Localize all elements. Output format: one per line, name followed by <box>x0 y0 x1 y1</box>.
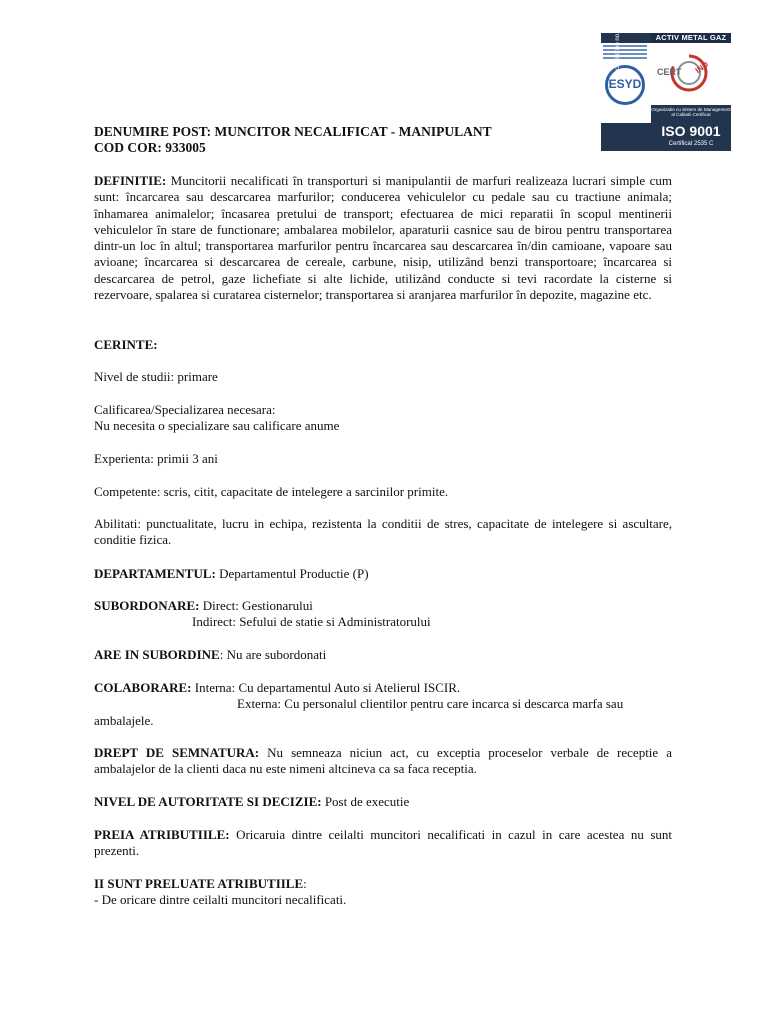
are-in-subordine-section <box>94 647 672 663</box>
nivel-autoritate-label: NIVEL DE AUTORITATE SI DECIZIE: <box>94 794 322 809</box>
cerinte-label: CERINTE: <box>94 337 158 352</box>
preia-atributiile-section <box>94 827 672 860</box>
document-title <box>94 124 492 156</box>
nivel-autoritate-text: Post de executie <box>321 794 410 809</box>
cod-cor: COD COR: 933005 <box>94 140 206 155</box>
preia-atributiile-text: Oricaruia dintre ceilalti muncitori necalificati in cazul in care acestea nu sunt prezenti. <box>94 827 672 859</box>
ind-label: IND <box>693 59 711 76</box>
definitie-section <box>94 173 672 303</box>
preia-atributiile-label: PREIA ATRIBUTIILE: <box>94 827 230 842</box>
certind-logo <box>651 43 731 105</box>
are-in-subordine-text: : Nu are subordonati <box>219 647 327 662</box>
certificate-number: Certificat 2535 C <box>668 141 714 147</box>
logo-organization-text: Organizatie cu Sistem de Management al Calitatii Certificat <box>651 107 731 118</box>
preluate-text: - De oricare dintre ceilalti muncitori necalificati. <box>94 892 347 908</box>
esyd-logo <box>601 43 651 123</box>
preluate-section <box>94 876 672 909</box>
calificare-section <box>94 402 672 435</box>
preluate-label: II SUNT PRELUATE ATRIBUTIILE <box>94 876 304 891</box>
colaborare-label: COLABORARE: <box>94 680 192 695</box>
drept-semnatura-text: Nu semneaza niciun act, cu exceptia proceselor verbale de receptie a ambalajelor de la clienti daca nu este nimeni altcineva ca sa faca receptia. <box>94 745 673 777</box>
cert-label: CERT <box>657 67 682 77</box>
colaborare-section <box>94 680 672 729</box>
competente: Competente: scris, citit, capacitate de intelegere a sarcinilor primite. <box>94 484 449 499</box>
are-in-subordine-label: ARE IN SUBORDINE <box>94 647 220 662</box>
preluate-colon: : <box>303 876 307 891</box>
subordonare-section <box>94 598 672 631</box>
calificare-label: Calificarea/Specializarea necesara: <box>94 402 276 417</box>
definitie-label: DEFINITIE: <box>94 173 167 188</box>
departament-label: DEPARTAMENTUL: <box>94 566 216 581</box>
experienta: Experienta: primii 3 ani <box>94 451 218 466</box>
nivel-autoritate-section <box>94 794 672 810</box>
drept-semnatura-section <box>94 745 672 778</box>
iso-9001-label: ISO 9001 <box>661 123 721 139</box>
abilitati: Abilitati: punctualitate, lucru in echipa, rezistenta la conditii de stres, capacitate de intelegere si ascultare, conditie fizica. <box>94 516 672 548</box>
accreditation-text: Accreditation no.294-3 <box>615 16 621 77</box>
esyd-stripes-icon <box>603 45 647 59</box>
colaborare-interna: Interna: Cu departamentul Auto si Atelierul ISCIR. <box>191 680 461 695</box>
subordonare-label: SUBORDONARE: <box>94 598 200 613</box>
subordonare-direct: Direct: Gestionarului <box>199 598 313 613</box>
logo-header: ACTIV METAL GAZ <box>651 33 731 43</box>
drept-semnatura-label: DREPT DE SEMNATURA: <box>94 745 260 760</box>
departament-section <box>94 566 672 582</box>
cerinte-heading <box>94 337 672 353</box>
calificare-text: Nu necesita o specializare sau calificare anume <box>94 418 340 434</box>
post-title: DENUMIRE POST: MUNCITOR NECALIFICAT - MANIPULANT <box>94 124 492 139</box>
colaborare-externa: Externa: Cu personalul clientilor pentru care incarca si descarca marfa sau <box>237 696 624 712</box>
nivel-studii: Nivel de studii: primare <box>94 369 218 384</box>
definitie-text: Muncitorii necalificati în transporturi si manipulantii de marfuri realizeaza lucrari simple cum sunt: încarcarea sau descarcarea marfurilor; conducerea vehiculelor cu pedale sau cu tractiune animala; înhamarea animalelor; încasarea pretului de transport; efectuarea de mici reparatii în scopul mentinerii vehiculelor în stare de functionare; ambalarea mobilelor, aparaturii casnice sau de birou pentru transportarea dintr-un loc în altul; transportarea marfurilor pentru încarcarea sau descarcarea în/din camioane, vapoare sau avioane; încarcarea si descarcarea de cereale, carbune, nisip, utilizând benzi transportoare; încarcarea si descarcarea de petrol, gaze lichefiate si alte lichide, utilizând conducte si tevi racordate la cisterne si rezervoare, spalarea si curatarea cisternelor; transportarea si aranjarea marfurilor în depozite, magazine etc. <box>94 173 672 303</box>
esyd-label: ESYD <box>608 77 642 91</box>
colaborare-externa-cont: ambalajele. <box>94 712 154 728</box>
certification-logo <box>601 16 731 151</box>
subordonare-indirect: Indirect: Sefului de statie si Administratorului <box>192 614 431 630</box>
departament-text: Departamentul Productie (P) <box>215 566 369 581</box>
